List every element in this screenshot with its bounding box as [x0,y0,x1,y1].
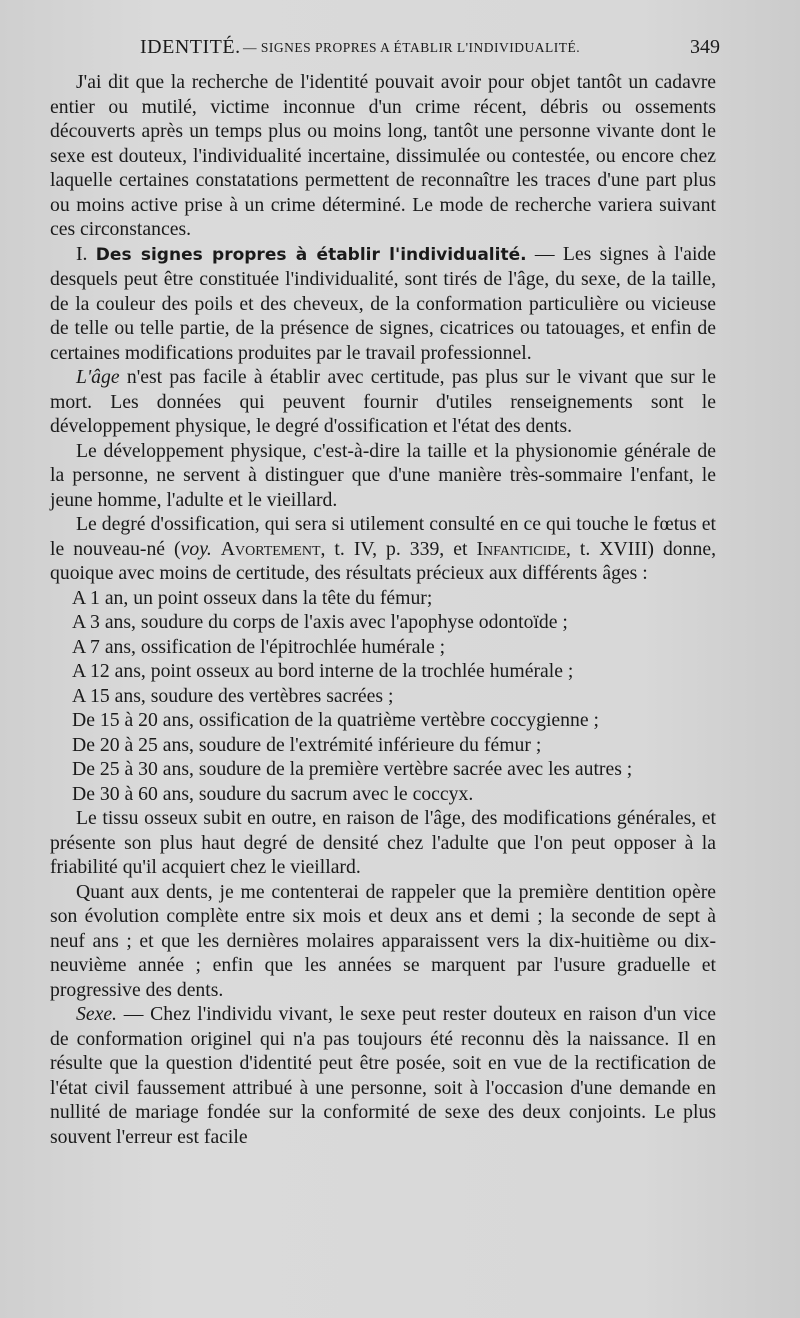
ossification-text-a: Le degré d'ossification, qui sera si utilement consulté en ce qui touche le fœtus et le nouveau-né ( [50,513,716,560]
list-item: A 7 ans, ossification de l'épitrochlée humérale ; [72,635,446,658]
paragraph-sex [50,1002,716,1149]
page-number: 349 [690,36,720,58]
list-item: A 3 ans, soudure du corps de l'axis avec l'apophyse odontoïde ; [72,611,568,633]
section-number: I. [76,242,88,265]
list-item: De 15 à 20 ans, ossification de la quatrième vertèbre coccygienne ; [72,709,599,731]
paragraph-age-text: n'est pas facile à établir avec certitude, pas plus sur le vivant que sur le mort. Les données qui peuvent fournir d'utiles renseignements sont le développement physique, le degré d'ossification et l'état des dents. [50,366,716,437]
paragraph-age [50,365,716,439]
paragraph-teeth: Quant aux dents, je me contenterai de rappeler que la première dentition opère son évolution complète entre six mois et deux ans et demi ; la seconde de sept à neuf ans ; et que les dernières molaires apparaissent vers la dix-huitième ou dix-neuvième année ; enfin que les années se marquent par l'usure graduelle et progressive des dents. [50,880,716,1001]
list-item: De 25 à 30 ans, soudure de la première vertèbre sacrée avec les autres ; [72,758,633,780]
ossification-text-b [212,538,221,560]
ossification-text-c: , t. IV, p. 339, et [320,537,477,560]
paragraph-signs [50,242,716,366]
paragraph-ossification [50,512,716,586]
body-text [50,70,716,1149]
running-head-subtitle: — SIGNES PROPRES A ÉTABLIR L'INDIVIDUALITÉ. [243,40,581,55]
paragraph-sex-text: — Chez l'individu vivant, le sexe peut rester douteux en raison d'un vice de conformation originel qui n'a pas toujours été reconnu dès la naissance. Il en résulte que la question d'identité peut être posée, soit en vue de la rectification de l'état civil faussement attribué à une personne, soit à l'occasion d'une demande en nullité de mariage fondée sur la conformité de sexe des deux conjoints. Le plus souvent l'erreur est facile [50,1003,716,1148]
list-item: A 1 an, un point osseux dans la tête du fémur; [72,586,433,609]
running-head-title: IDENTITÉ. [140,36,241,58]
paragraph-bone-tissue: Le tissu osseux subit en outre, en raison de l'âge, des modifications générales, et présente son plus haut degré de densité chez l'adulte que l'on peut opposer à la friabilité qu'il acquiert chez le vieillard. [50,807,716,878]
list-item: A 12 ans, point osseux au bord interne de la trochlée humérale ; [72,660,574,682]
ref-infanticide: Infanticide [476,537,566,560]
list-item: De 30 à 60 ans, soudure du sacrum avec le coccyx. [72,782,474,805]
ossification-text-d: , t. XVIII) donne, quoique avec moins de certitude, des résultats précieux aux différents âges : [50,537,717,584]
paragraph-physical: Le développement physique, c'est-à-dire la taille et la physionomie générale de la personne, ne servent à distinguer que d'une manière très-sommaire l'enfant, le jeune homme, l'adulte et le vieillard. [50,439,716,511]
sex-term: Sexe. [76,1003,117,1025]
voy-ref: voy. [180,537,212,560]
section-heading: Des signes propres à établir l'individualité. [95,244,527,265]
age-term: âge [91,366,120,388]
paragraph-signs-text: — Les signes à l'aide desquels peut être constituée l'individualité, sont tirés de l'âge, du sexe, de la taille, de la couleur des poils et des cheveux, de la conformation particulière ou vicieuse de telle ou telle partie, de la présence de signes, cicatrices ou tatouages, et enfin de certaines modifications produites par le travail professionnel. [50,242,716,364]
ossification-age-list [50,586,716,807]
paragraph-intro: J'ai dit que la recherche de l'identité pouvait avoir pour objet tantôt un cadavre entier ou mutilé, victime inconnue d'un crime récent, débris ou ossements découverts après un temps plus ou moins long, tantôt une personne vivante dont le sexe est douteux, l'individualité incertaine, dissimulée ou contestée, ou encore chez laquelle certaines constatations permettent de reconnaître les traces d'une part plus ou moins active prise à un crime déterminé. Le mode de recherche variera suivant ces circonstances. [50,71,716,240]
running-head [140,36,720,62]
age-lead: L' [76,366,92,388]
list-item: A 15 ans, soudure des vertèbres sacrées ; [72,684,394,707]
list-item: De 20 à 25 ans, soudure de l'extrémité inférieure du fémur ; [72,733,542,756]
ref-avortement: Avortement [220,537,321,560]
